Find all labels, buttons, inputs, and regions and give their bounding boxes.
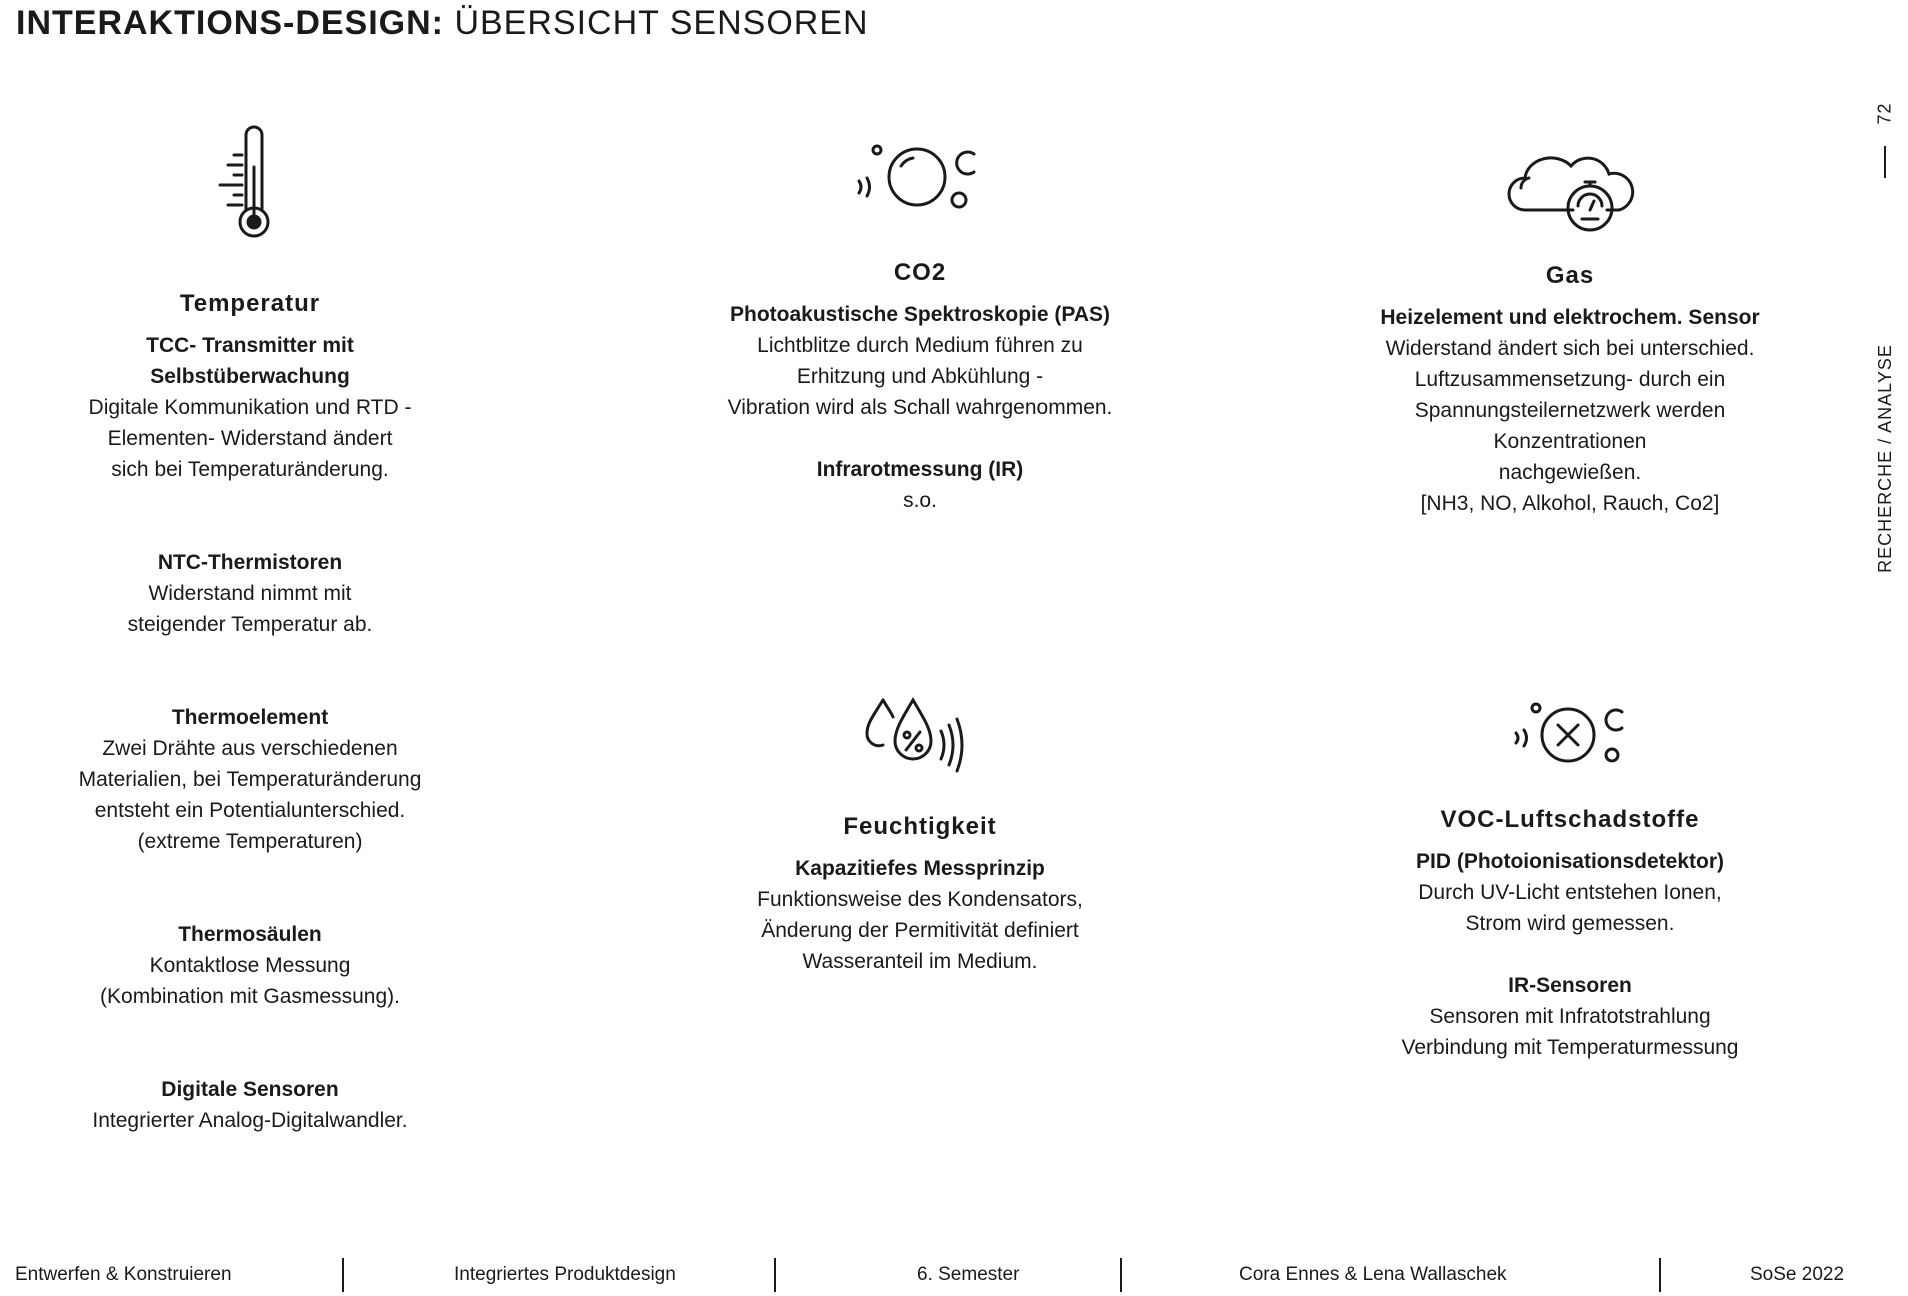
footer-semester: 6. Semester: [917, 1264, 1020, 1285]
section-label-text: RECHERCHE / ANALYSE: [1874, 343, 1895, 573]
block-text: Widerstand ändert sich bei unterschied.: [1385, 337, 1755, 360]
voc-title: VOC-Luftschadstoffe: [1440, 806, 1700, 833]
block-heading: Photoakustische Spektroskopie (PAS): [729, 303, 1111, 326]
block-text: Integrierter Analog-Digitalwandler.: [92, 1109, 408, 1132]
co2-bubbles-icon: [855, 140, 985, 215]
block-heading: Digitale Sensoren: [161, 1078, 339, 1101]
feuchtigkeit-column: [700, 695, 1140, 977]
ntc-block: [40, 547, 460, 640]
page-number-text: 72: [1874, 101, 1895, 125]
footer-divider: [342, 1258, 344, 1292]
block-text: Durch UV-Licht entstehen Ionen,: [1418, 881, 1722, 904]
block-text: Lichtblitze durch Medium führen zu: [757, 334, 1083, 357]
block-text: entsteht ein Potentialunterschied.: [94, 799, 406, 822]
block-text: nachgewießen.: [1498, 461, 1642, 484]
thermoelement-block: [40, 702, 460, 857]
block-text: Änderung der Permitivität definiert: [761, 919, 1079, 942]
temperatur-column: [40, 125, 460, 1136]
temperatur-title: Temperatur: [179, 290, 321, 317]
voc-column: [1350, 700, 1790, 1063]
ir-block: [700, 454, 1140, 516]
block-text: Erhitzung und Abkühlung -: [796, 365, 1044, 388]
humidity-drops-icon: [865, 695, 975, 785]
block-text: steigender Temperatur ab.: [127, 613, 373, 636]
footer-divider: [1659, 1258, 1661, 1292]
page-number: [1870, 88, 1900, 138]
gas-column: [1350, 148, 1790, 519]
footer-divider: [774, 1258, 776, 1292]
block-heading: Heizelement und elektrochem. Sensor: [1380, 306, 1760, 329]
block-text: [NH3, NO, Alkohol, Rauch, Co2]: [1420, 492, 1720, 515]
ir-sensoren-block: [1350, 970, 1790, 1063]
block-text: Kontaktlose Messung: [149, 954, 351, 977]
footer-term: SoSe 2022: [1750, 1264, 1845, 1285]
voc-pollutant-icon: [1510, 700, 1630, 770]
side-label: [1870, 88, 1900, 738]
co2-title: CO2: [893, 259, 947, 286]
block-heading: Selbstüberwachung: [150, 365, 350, 388]
feuchtigkeit-title: Feuchtigkeit: [843, 813, 997, 840]
tcc-block: [40, 330, 460, 485]
page-title-rest: ÜBERSICHT SENSOREN: [454, 4, 869, 42]
footer-program: Integriertes Produktdesign: [454, 1264, 676, 1285]
block-heading: Infrarotmessung (IR): [816, 458, 1024, 481]
block-heading: PID (Photoionisationsdetektor): [1415, 850, 1724, 873]
block-text: Verbindung mit Temperaturmessung: [1401, 1036, 1739, 1059]
co2-column: [700, 140, 1140, 516]
digitale-sensoren-block: [40, 1074, 460, 1136]
cloud-gauge-icon: [1505, 148, 1635, 238]
block-text: Wasseranteil im Medium.: [802, 950, 1038, 973]
block-text: Widerstand nimmt mit: [148, 582, 352, 605]
thermosaeulen-block: [40, 919, 460, 1012]
page-title-bold: INTERAKTIONS-DESIGN:: [16, 4, 444, 42]
block-text: Digitale Kommunikation und RTD -: [88, 396, 412, 419]
heizelement-block: [1350, 302, 1790, 519]
page-title: [16, 4, 869, 43]
block-heading: Thermosäulen: [178, 923, 322, 946]
footer-authors: Cora Ennes & Lena Wallaschek: [1239, 1264, 1507, 1285]
block-text: (extreme Temperaturen): [137, 830, 363, 853]
block-text: Spannungsteilernetzwerk werden: [1414, 399, 1726, 422]
kapazitiv-block: [700, 853, 1140, 977]
footer-divider: [1120, 1258, 1122, 1292]
block-text: Elementen- Widerstand ändert: [107, 427, 393, 450]
thermometer-icon: [210, 125, 290, 240]
block-text: Sensoren mit Infratotstrahlung: [1429, 1005, 1711, 1028]
gas-title: Gas: [1545, 262, 1595, 289]
section-label: [1870, 188, 1900, 728]
footer: [0, 1258, 1908, 1294]
block-text: (Kombination mit Gasmessung).: [100, 985, 400, 1008]
side-divider: [1884, 146, 1886, 178]
block-text: Vibration wird als Schall wahrgenommen.: [727, 396, 1113, 419]
block-text: Zwei Drähte aus verschiedenen: [102, 737, 398, 760]
block-text: Konzentrationen: [1493, 430, 1647, 453]
pas-block: [700, 299, 1140, 423]
block-heading: Thermoelement: [171, 706, 329, 729]
block-text: Luftzusammensetzung- durch ein: [1414, 368, 1726, 391]
block-text: Funktionsweise des Kondensators,: [757, 888, 1083, 911]
block-text: Materialien, bei Temperaturänderung: [78, 768, 422, 791]
pid-block: [1350, 846, 1790, 939]
block-heading: NTC-Thermistoren: [157, 551, 343, 574]
footer-course: Entwerfen & Konstruieren: [15, 1264, 232, 1285]
block-text: sich bei Temperaturänderung.: [111, 458, 389, 481]
block-text: s.o.: [903, 489, 937, 512]
block-heading: Kapazitiefes Messprinzip: [795, 857, 1045, 880]
block-text: Strom wird gemessen.: [1465, 912, 1675, 935]
block-heading: TCC- Transmitter mit: [146, 334, 354, 357]
block-heading: IR-Sensoren: [1508, 974, 1632, 997]
